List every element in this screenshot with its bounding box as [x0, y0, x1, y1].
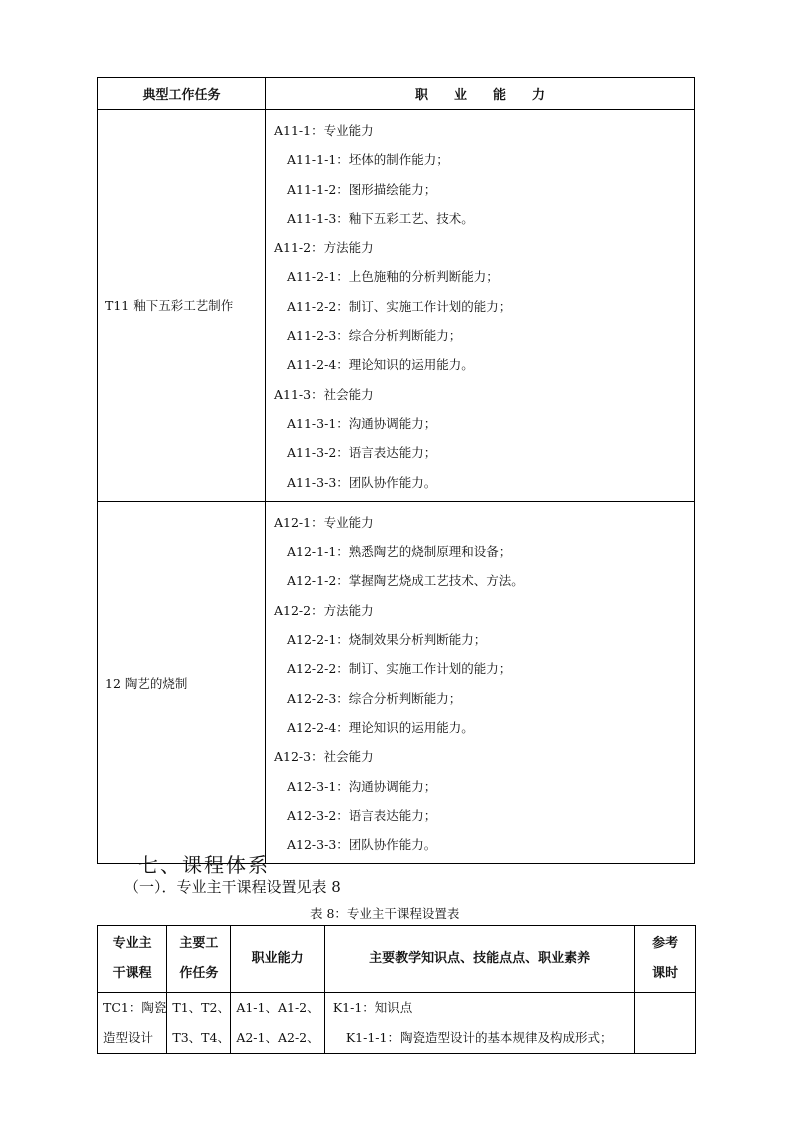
ability-item: A12-3-1：沟通协调能力；: [287, 778, 437, 794]
header-line: 主要教学知识点、技能点点、职业素养: [369, 951, 591, 966]
ability-item: A11-2-1：上色施釉的分析判断能力；: [287, 269, 499, 285]
ability-item: A11-1-1：坯体的制作能力；: [287, 152, 449, 168]
ability-group-heading: A12-1：专业能力: [274, 514, 374, 530]
ability-item: A12-2-1：烧制效果分析判断能力；: [287, 632, 487, 648]
cell-line: A1-1、A1-2、: [236, 1000, 320, 1015]
course-name-cell: [98, 993, 167, 1054]
abilities-cell: [266, 110, 695, 502]
ability-group-heading: A12-2：方法能力: [274, 602, 374, 618]
ability-group-heading: A11-3：社会能力: [274, 386, 374, 402]
ability-group-heading: A12-3：社会能力: [274, 749, 374, 765]
course-row: [98, 993, 696, 1054]
cell-line: T1、T2、: [172, 1000, 230, 1015]
course-column-header: [635, 926, 696, 993]
section-heading: 七、课程体系: [138, 853, 270, 877]
ability-item: A11-3-3：团队协作能力。: [287, 474, 437, 490]
header-line: 主要工: [179, 936, 219, 951]
task-column-header: 典型工作任务: [98, 78, 266, 110]
ability-item: A12-2-2：制订、实施工作计划的能力；: [287, 661, 512, 677]
ability-item: A12-2-3：综合分析判断能力；: [287, 690, 462, 706]
content-group-heading: K1-1：知识点: [332, 1000, 413, 1015]
ability-group-heading: A11-1：专业能力: [274, 123, 374, 138]
task-cell: T11 釉下五彩工艺制作: [98, 110, 266, 502]
content-item: K1-1-1：陶瓷造型设计的基本规律及构成形式；: [345, 1030, 613, 1045]
ability-item: A11-2-2：制订、实施工作计划的能力；: [287, 298, 512, 314]
course-table: [97, 925, 696, 1054]
cell-line: T3、T4、: [172, 1030, 230, 1045]
course-tasks-cell: [167, 993, 231, 1054]
ability-item: A11-1-2：图形描绘能力；: [287, 181, 437, 197]
ability-item: A11-3-1：沟通协调能力；: [287, 415, 437, 431]
course-abilities-cell: [231, 993, 325, 1054]
subsection-heading: （一）．专业主干课程设置见表 8: [124, 878, 341, 896]
header-line: 职业能力: [251, 951, 304, 966]
course-column-header: [98, 926, 167, 993]
ability-item: A12-1-1：熟悉陶艺的烧制原理和设备；: [287, 544, 512, 560]
course-column-header: [231, 926, 325, 993]
ability-item: A11-1-3：釉下五彩工艺、技术。: [287, 210, 474, 226]
course-content-cell: [324, 993, 635, 1054]
abilities-cell: [266, 501, 695, 864]
course-table-header: [98, 926, 696, 993]
ability-item: A12-1-2：掌握陶艺烧成工艺技术、方法。: [287, 573, 524, 589]
ability-column-header: 职 业 能 力: [266, 78, 695, 110]
cell-line: A2-1、A2-2、: [236, 1030, 320, 1045]
ability-table-header: [98, 78, 695, 110]
ability-group-heading: A11-2：方法能力: [274, 240, 374, 256]
ability-row: [98, 110, 695, 502]
ability-item: A12-2-4：理论知识的运用能力。: [287, 719, 474, 735]
header-line: 专业主: [112, 936, 152, 951]
ability-table: [97, 77, 695, 864]
table-caption: 表 8：专业主干课程设置表: [310, 906, 460, 921]
header-line: 课时: [652, 966, 679, 981]
ability-item: A11-2-3：综合分析判断能力；: [287, 328, 462, 344]
course-hours-cell: [635, 993, 696, 1054]
ability-row: [98, 501, 695, 864]
ability-item: A11-3-2：语言表达能力；: [287, 445, 437, 461]
course-column-header: [167, 926, 231, 993]
header-line: 干课程: [112, 966, 152, 981]
course-column-header: [324, 926, 635, 993]
task-cell: 12 陶艺的烧制: [98, 501, 266, 864]
header-line: 参考: [652, 936, 679, 951]
ability-item: A12-3-2：语言表达能力；: [287, 807, 437, 823]
cell-line: 造型设计: [103, 1030, 154, 1045]
ability-item: A11-2-4：理论知识的运用能力。: [287, 357, 474, 373]
ability-item: A12-3-3：团队协作能力。: [287, 837, 437, 853]
cell-line: TC1：陶瓷: [103, 1000, 167, 1015]
header-line: 作任务: [179, 966, 219, 981]
